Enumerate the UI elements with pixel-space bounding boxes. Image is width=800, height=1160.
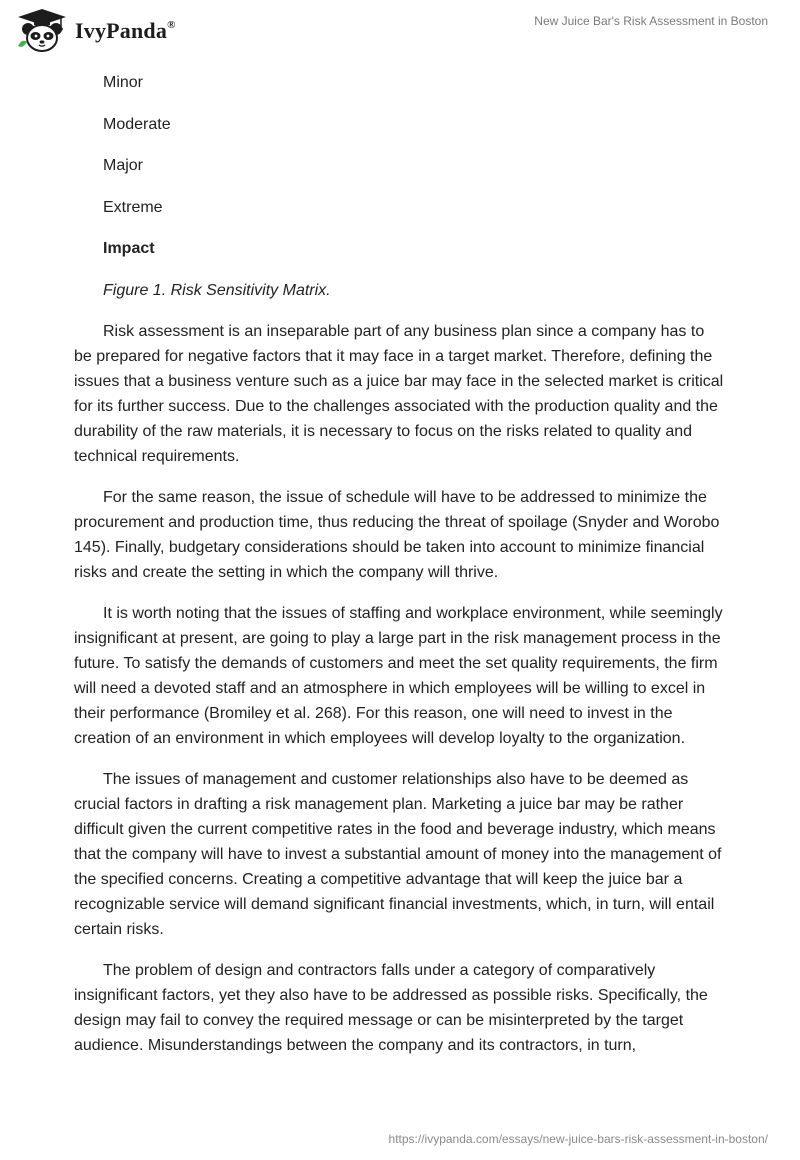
matrix-label-major: Major: [103, 157, 144, 174]
panda-graduate-icon: [14, 8, 70, 54]
impact-axis-label: Impact: [103, 240, 155, 257]
page-header: [0, 0, 800, 62]
paragraph: The problem of design and contractors falls under a category of comparatively insignificant factors, yet they also have to be addressed as possible risks. Specifically, the design may fail to convey the required message or can be misinterpreted by the target audience. Misunderstandings between the company and its contractors, in turn,: [74, 962, 708, 1054]
document-title: New Juice Bar's Risk Assessment in Boston: [534, 14, 768, 28]
ivypanda-logo[interactable]: [14, 8, 176, 54]
essay-body: [74, 70, 724, 1074]
paragraph: The issues of management and customer relationships also have to be deemed as crucial factors in drafting a risk management plan. Marketing a juice bar may be rather difficult given the current competitive rates in the food and beverage industry, which means that the company will have to invest a substantial amount of money into the management of the specified concerns. Creating a competitive advantage that will keep the juice bar a recognizable service will demand significant financial investments, which, in turn, will entail certain risks.: [74, 771, 722, 938]
paragraph: Risk assessment is an inseparable part of any business plan since a company has to be prepared for negative factors that it may face in a target market. Therefore, defining the issues that a business venture such as a juice bar may face in the selected market is critical for its further success. Due to the challenges associated with the production quality and the durability of the raw materials, it is necessary to focus on the risks related to quality and technical requirements.: [74, 323, 724, 465]
source-url[interactable]: https://ivypanda.com/essays/new-juice-bars-risk-assessment-in-boston/: [388, 1132, 768, 1146]
paragraph: For the same reason, the issue of schedule will have to be addressed to minimize the procurement and production time, thus reducing the threat of spoilage (Snyder and Worobo 145). Finally, budgetary considerations should be taken into account to minimize financial risks and create the setting in which the company will thrive.: [74, 489, 720, 581]
figure-caption: Figure 1. Risk Sensitivity Matrix.: [103, 281, 331, 299]
matrix-label-extreme: Extreme: [103, 198, 163, 216]
matrix-label-moderate: Moderate: [103, 115, 171, 133]
paragraph: It is worth noting that the issues of staffing and workplace environment, while seemingly insignificant at present, are going to play a large part in the risk management process in the future. To satisfy the demands of customers and meet the set quality requirements, the firm will need a devoted staff and an atmosphere in which employees will be willing to excel in their performance (Bromiley et al. 268). For this reason, one will need to invest in the creation of an environment in which employees will develop loyalty to the organization.: [74, 605, 723, 747]
trademark-symbol: ®: [167, 18, 176, 31]
brand-name: IvyPanda®: [75, 18, 176, 43]
matrix-label-minor: Minor: [103, 74, 144, 91]
